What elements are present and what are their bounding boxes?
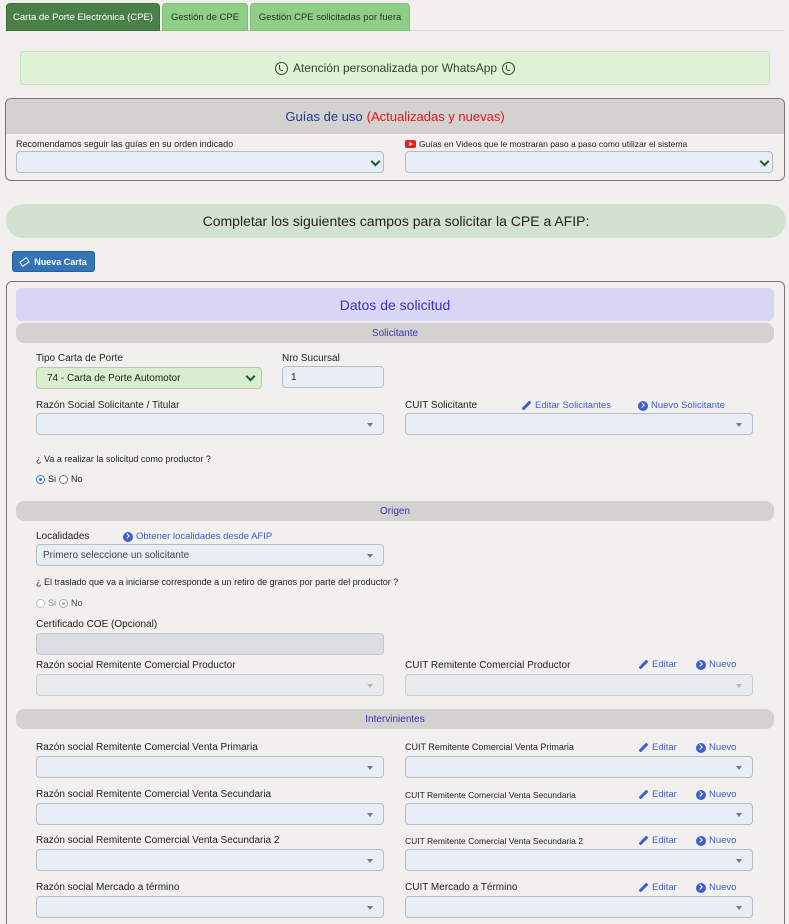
form-title: Datos de solicitud — [16, 288, 774, 321]
cuit-venta-secundaria-label: CUIT Remitente Comercial Venta Secundaria — [405, 790, 576, 800]
productor-question-label: ¿ Va a realizar la solicitud como productor ? — [36, 454, 211, 464]
new-venta-secundaria-2-link[interactable] — [696, 835, 736, 846]
cuit-venta-primaria-select[interactable] — [405, 756, 753, 778]
localidades-label: Localidades — [36, 531, 90, 542]
guias-title-highlight: (Actualizadas y nuevas) — [366, 109, 505, 124]
edit-label: Editar — [652, 742, 677, 753]
traslado-yes-radio[interactable] — [36, 599, 45, 608]
new-label: Nuevo — [709, 882, 737, 893]
caret-down-icon — [367, 423, 373, 427]
caret-down-icon — [736, 423, 742, 427]
traslado-no-radio[interactable] — [59, 599, 68, 608]
tipo-carta-label: Tipo Carta de Porte — [36, 353, 123, 364]
traslado-yes-label: Si — [48, 598, 57, 608]
caret-down-icon — [736, 906, 742, 910]
edit-label: Editar — [652, 789, 677, 800]
guias-header — [6, 99, 784, 134]
instructions-banner: Completar los siguientes campos para solicitar la CPE a AFIP: — [6, 204, 786, 238]
razon-social-solicitante-label: Razón Social Solicitante / Titular — [36, 400, 180, 411]
new-label: Nuevo — [709, 835, 737, 846]
caret-down-icon — [367, 859, 373, 863]
razon-social-solicitante-select[interactable] — [36, 413, 384, 435]
guias-title: Guías de uso — [285, 109, 363, 124]
venta-secundaria-2-select[interactable] — [36, 849, 384, 871]
productor-no-label: No — [71, 474, 83, 484]
new-label: Nuevo — [709, 742, 737, 753]
circle-arrow-icon — [696, 790, 706, 800]
guias-select[interactable] — [16, 151, 384, 173]
cuit-venta-secundaria-2-label: CUIT Remitente Comercial Venta Secundaria 2 — [405, 836, 583, 846]
productor-yes-label: Si — [48, 474, 57, 484]
circle-arrow-icon — [123, 532, 133, 542]
eraser-icon — [19, 256, 30, 266]
whatsapp-banner[interactable] — [20, 51, 770, 85]
traslado-question-label: ¿ El traslado que va a iniciarse corresponde a un retiro de granos por parte del productor ? — [36, 577, 399, 587]
pencil-icon — [639, 743, 649, 753]
edit-venta-secundaria-link[interactable] — [638, 789, 677, 800]
edit-solicitantes-link[interactable] — [521, 400, 611, 411]
productor-radio-group — [36, 474, 83, 484]
edit-label: Editar — [652, 835, 677, 846]
chevron-down-icon — [760, 157, 770, 167]
venta-secundaria-label: Razón social Remitente Comercial Venta Secundaria — [36, 789, 272, 800]
tab-cpe[interactable]: Carta de Porte Electrónica (CPE) — [6, 3, 160, 31]
caret-down-icon — [367, 813, 373, 817]
tab-bar — [6, 3, 784, 31]
nro-sucursal-label: Nro Sucursal — [282, 353, 340, 364]
cuit-solicitante-label: CUIT Solicitante — [405, 400, 478, 411]
pencil-icon — [522, 401, 532, 411]
circle-arrow-icon — [696, 836, 706, 846]
cuit-remitente-productor-select[interactable] — [405, 674, 753, 696]
pencil-icon — [639, 836, 649, 846]
cuit-venta-secundaria-select[interactable] — [405, 803, 753, 825]
venta-secundaria-2-label: Razón social Remitente Comercial Venta Secundaria 2 — [36, 835, 280, 846]
obtener-localidades-link[interactable] — [123, 531, 272, 542]
venta-secundaria-select[interactable] — [36, 803, 384, 825]
localidades-placeholder: Primero seleccione un solicitante — [43, 550, 190, 561]
cuit-venta-primaria-label: CUIT Remitente Comercial Venta Primaria — [405, 742, 574, 752]
edit-solicitantes-label: Editar Solicitantes — [535, 400, 612, 411]
video-guides-select[interactable] — [405, 151, 773, 173]
venta-primaria-select[interactable] — [36, 756, 384, 778]
cuit-venta-secundaria-2-select[interactable] — [405, 849, 753, 871]
nro-sucursal-input[interactable]: 1 — [282, 366, 384, 388]
new-letter-label: Nueva Carta — [34, 256, 87, 267]
caret-down-icon — [367, 906, 373, 910]
video-guides-label-row — [405, 139, 687, 149]
localidades-select[interactable] — [36, 544, 384, 566]
youtube-icon — [405, 140, 416, 148]
cuit-solicitante-select[interactable] — [405, 413, 753, 435]
remitente-productor-select[interactable] — [36, 674, 384, 696]
edit-venta-secundaria-2-link[interactable] — [638, 835, 677, 846]
productor-no-radio[interactable] — [59, 475, 68, 484]
caret-down-icon — [367, 766, 373, 770]
cuit-mercado-termino-label: CUIT Mercado a Término — [405, 882, 518, 893]
caret-down-icon — [736, 684, 742, 688]
circle-arrow-icon — [638, 401, 648, 411]
traslado-radio-group — [36, 598, 83, 608]
whatsapp-icon — [275, 62, 288, 75]
caret-down-icon — [367, 554, 373, 558]
edit-label: Editar — [652, 659, 677, 670]
caret-down-icon — [736, 766, 742, 770]
caret-down-icon — [367, 684, 373, 688]
tipo-carta-value: 74 - Carta de Porte Automotor — [47, 373, 181, 384]
remitente-productor-label: Razón social Remitente Comercial Productor — [36, 660, 236, 671]
pencil-icon — [639, 883, 649, 893]
certificado-coe-input[interactable] — [36, 633, 384, 655]
section-intervinientes: Intervinientes — [16, 709, 774, 729]
caret-down-icon — [736, 813, 742, 817]
new-label: Nuevo — [709, 659, 737, 670]
productor-yes-radio[interactable] — [36, 475, 45, 484]
caret-down-icon — [736, 859, 742, 863]
pencil-icon — [639, 790, 649, 800]
circle-arrow-icon — [696, 883, 706, 893]
pencil-icon — [639, 660, 649, 670]
tab-gestion-cpe[interactable]: Gestión de CPE — [162, 3, 248, 31]
new-solicitante-label: Nuevo Solicitante — [651, 400, 725, 411]
new-venta-secundaria-link[interactable] — [696, 789, 736, 800]
guias-left-label: Recomendamos seguir las guías en su orden indicado — [16, 139, 234, 149]
tipo-carta-select[interactable] — [36, 367, 262, 389]
chevron-down-icon — [371, 157, 381, 167]
tab-gestion-cpe-fuera[interactable]: Gestión CPE solicitadas por fuera — [250, 3, 410, 31]
whatsapp-icon — [502, 62, 515, 75]
mercado-termino-label: Razón social Mercado a término — [36, 882, 180, 893]
traslado-no-label: No — [71, 598, 83, 608]
new-letter-button[interactable] — [12, 251, 95, 272]
edit-mercado-termino-link[interactable] — [638, 882, 677, 893]
circle-arrow-icon — [696, 743, 706, 753]
edit-remitente-productor-link[interactable] — [638, 659, 677, 670]
cuit-mercado-termino-select[interactable] — [405, 896, 753, 918]
new-label: Nuevo — [709, 789, 737, 800]
obtener-localidades-label: Obtener localidades desde AFIP — [136, 531, 273, 542]
new-solicitante-link[interactable] — [638, 400, 725, 411]
chevron-down-icon — [246, 372, 256, 382]
venta-primaria-label: Razón social Remitente Comercial Venta Primaria — [36, 742, 258, 753]
cuit-remitente-productor-label: CUIT Remitente Comercial Productor — [405, 660, 571, 671]
section-origen: Origen — [16, 501, 774, 521]
video-guides-label: Guías en Videos que le mostraran paso a paso como utilizar el sistema — [419, 139, 688, 149]
edit-label: Editar — [652, 882, 677, 893]
whatsapp-label: Atención personalizada por WhatsApp — [292, 61, 498, 75]
certificado-coe-label: Certificado COE (Opcional) — [36, 619, 158, 630]
edit-venta-primaria-link[interactable] — [638, 742, 677, 753]
new-venta-primaria-link[interactable] — [696, 742, 736, 753]
circle-arrow-icon — [696, 660, 706, 670]
mercado-termino-select[interactable] — [36, 896, 384, 918]
new-remitente-productor-link[interactable] — [696, 659, 736, 670]
section-solicitante: Solicitante — [16, 323, 774, 343]
new-mercado-termino-link[interactable] — [696, 882, 736, 893]
